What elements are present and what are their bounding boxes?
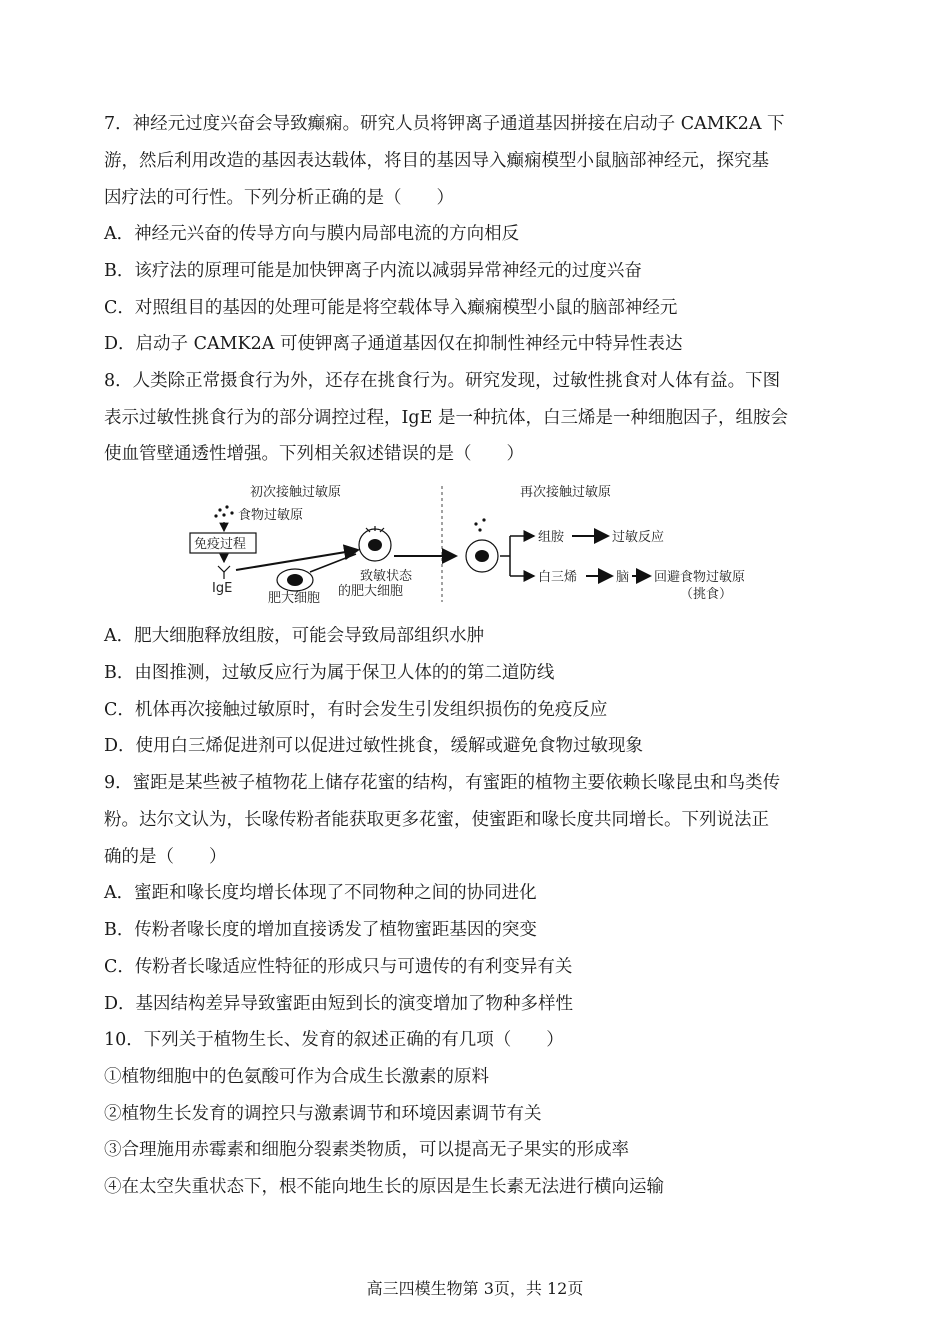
histamine-label: 组胺 <box>538 530 565 545</box>
q10-item-2: ②植物生长发育的调控只与激素调节和环境因素调节有关 <box>104 1104 542 1124</box>
ige-antibody-icon <box>218 566 230 579</box>
immune-process-label: 免疫过程 <box>194 537 247 552</box>
q9-option-d: D．基因结构差异导致蜜距由短到长的演变增加了物种多样性 <box>104 994 574 1014</box>
first-contact-label: 初次接触过敏原 <box>250 485 342 500</box>
activated-mast-cell-icon <box>466 540 498 572</box>
picky-eating-label: （挑食） <box>680 587 733 602</box>
sensitized-mast-cell-icon <box>359 526 391 561</box>
ige-label: IgE <box>212 581 233 596</box>
food-allergen-label: 食物过敏原 <box>238 508 304 523</box>
q7-option-a: A．神经元兴奋的传导方向与膜内局部电流的方向相反 <box>104 224 520 244</box>
q10-item-4: ④在太空失重状态下，根不能向地生长的原因是生长素无法进行横向运输 <box>104 1177 664 1197</box>
q10-stem: 10．下列关于植物生长、发育的叙述正确的有几项（ ） <box>104 1030 564 1050</box>
mast-cell-label: 肥大细胞 <box>268 591 321 606</box>
q9-option-c: C．传粉者长喙适应性特征的形成只与可遗传的有利变异有关 <box>104 957 573 977</box>
q9-option-b: B．传粉者喙长度的增加直接诱发了植物蜜距基因的突变 <box>104 920 537 940</box>
leukotriene-label: 白三烯 <box>538 570 578 585</box>
q8-option-d: D．使用白三烯促进剂可以促进过敏性挑食，缓解或避免食物过敏现象 <box>104 736 644 756</box>
q8-stem-line-3: 使血管壁通透性增强。下列相关叙述错误的是（ ） <box>104 444 524 464</box>
sensitized-label-1: 致敏状态 <box>360 569 413 584</box>
q7-stem-line-2: 游，然后利用改造的基因表达载体，将目的基因导入癫痫模型小鼠脑部神经元，探究基 <box>104 151 769 171</box>
q9-option-a: A．蜜距和喙长度均增长体现了不同物种之间的协同进化 <box>104 883 537 903</box>
q9-stem-line-2: 粉。达尔文认为，长喙传粉者能获取更多花蜜，使蜜距和喙长度共同增长。下列说法正 <box>104 810 769 830</box>
allergen-dots-icon <box>214 505 233 517</box>
q7-stem-line-1: 7．神经元过度兴奋会导致癫痫。研究人员将钾离子通道基因拼接在启动子 CAMK2A 下 <box>104 114 785 134</box>
second-exposure-allergen-icon <box>474 518 485 531</box>
sensitized-label-2: 的肥大细胞 <box>338 584 404 599</box>
q8-option-c: C．机体再次接触过敏原时，有时会发生引发组织损伤的免疫反应 <box>104 700 608 720</box>
q8-option-b: B．由图推测，过敏反应行为属于保卫人体的的第二道防线 <box>104 663 555 683</box>
q7-option-c: C．对照组目的基因的处理可能是将空载体导入癫痫模型小鼠的脑部神经元 <box>104 298 678 318</box>
q8-stem-line-2: 表示过敏性挑食行为的部分调控过程，IgE 是一种抗体，白三烯是一种细胞因子，组胺会 <box>104 408 788 428</box>
q7-option-d: D．启动子 CAMK2A 可使钾离子通道基因仅在抑制性神经元中特异性表达 <box>104 334 683 354</box>
q7-option-b: B．该疗法的原理可能是加快钾离子内流以减弱异常神经元的过度兴奋 <box>104 261 642 281</box>
q10-item-1: ①植物细胞中的色氨酸可作为合成生长激素的原料 <box>104 1067 489 1087</box>
brain-label: 脑 <box>616 570 630 585</box>
q8-stem-line-1: 8．人类除正常摄食行为外，还存在挑食行为。研究发现，过敏性挑食对人体有益。下图 <box>104 371 781 391</box>
q9-stem-line-3: 确的是（ ） <box>104 847 227 867</box>
q10-item-3: ③合理施用赤霉素和细胞分裂素类物质，可以提高无子果实的形成率 <box>104 1140 629 1160</box>
allergy-regulation-diagram <box>180 480 770 606</box>
page-footer: 高三四模生物第 3页，共 12页 <box>366 1279 584 1298</box>
second-contact-label: 再次接触过敏原 <box>520 485 612 500</box>
q8-option-a: A．肥大细胞释放组胺，可能会导致局部组织水肿 <box>104 626 485 646</box>
avoid-allergen-label: 回避食物过敏原 <box>654 570 746 585</box>
q7-stem-line-3: 因疗法的可行性。下列分析正确的是（ ） <box>104 188 454 208</box>
allergic-reaction-label: 过敏反应 <box>612 530 665 545</box>
q9-stem-line-1: 9．蜜距是某些被子植物花上储存花蜜的结构，有蜜距的植物主要依赖长喙昆虫和鸟类传 <box>104 773 781 793</box>
